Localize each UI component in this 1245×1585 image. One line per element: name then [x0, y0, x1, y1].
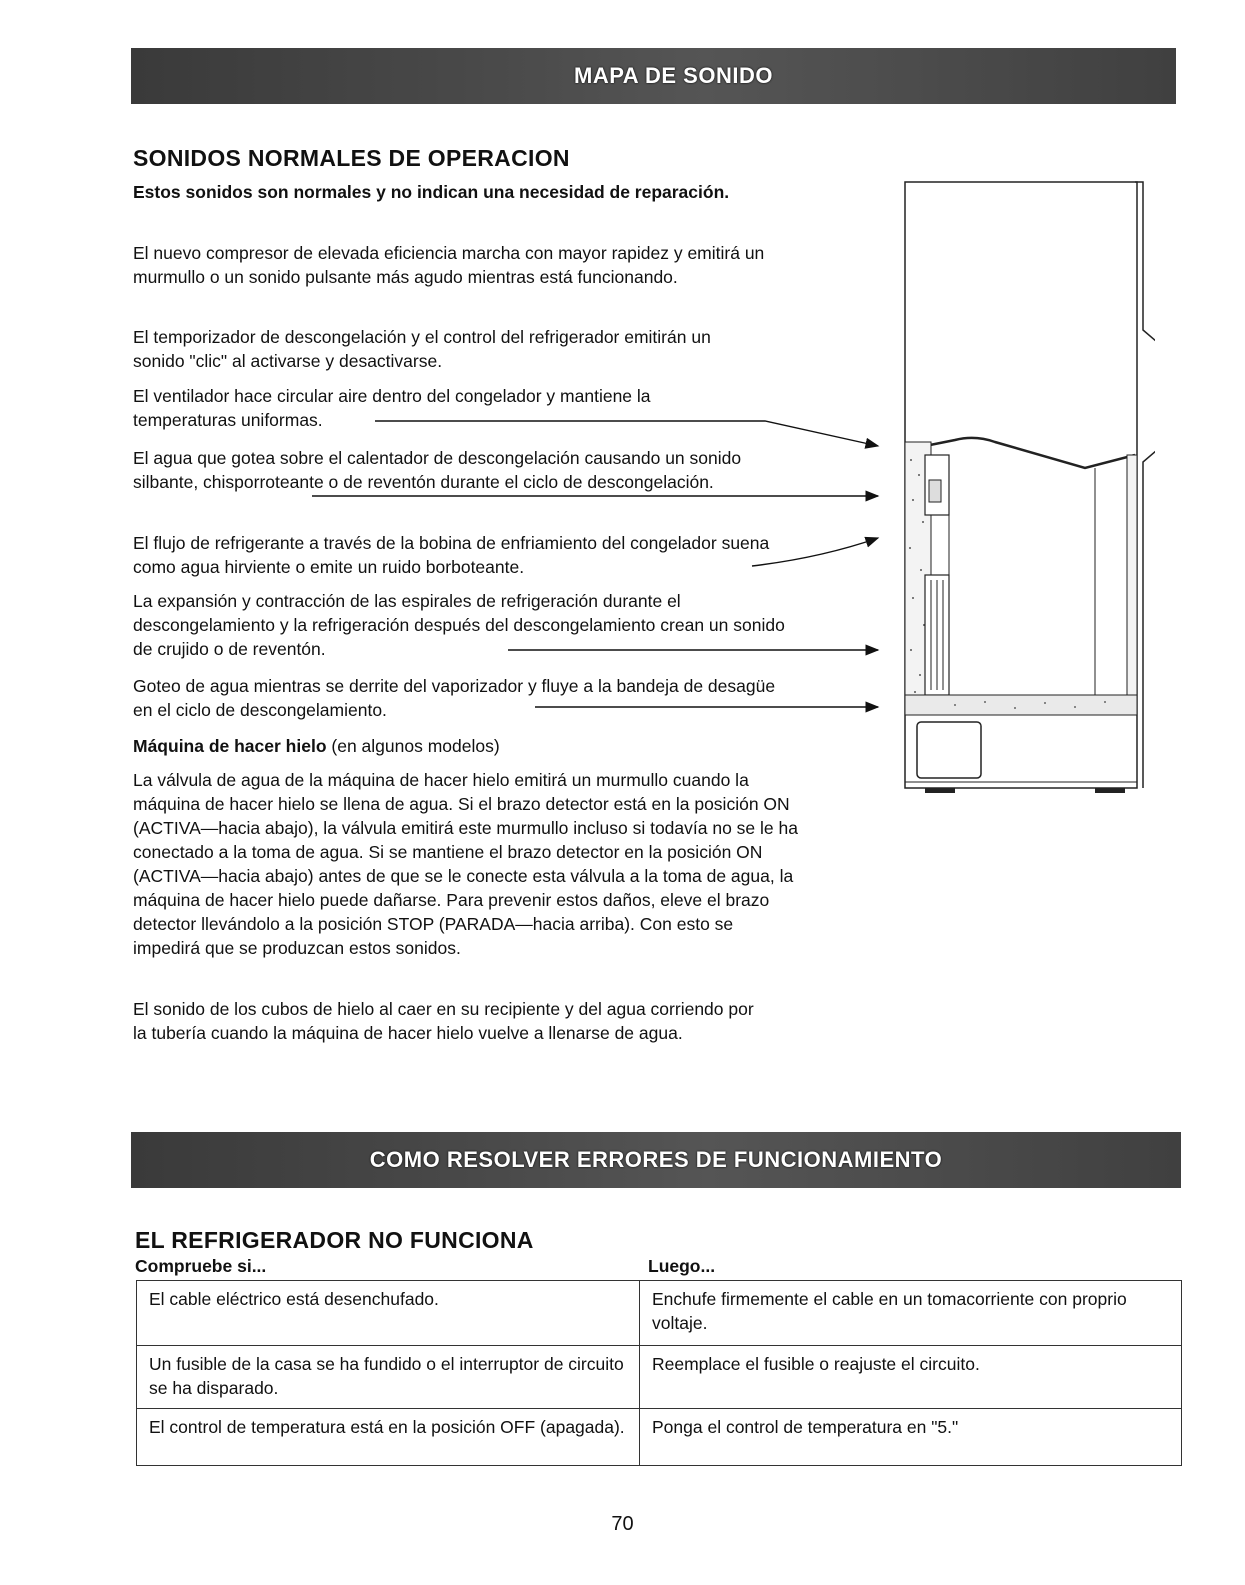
sound-map-banner-text: MAPA DE SONIDO — [574, 63, 773, 88]
sound-paragraph-refrigerant-flow: El flujo de refrigerante a través de la bobina de enfriamiento del congelador suena como agua hirviente o emite un ruido borboteante. — [133, 533, 770, 577]
sound-map-banner — [131, 48, 1176, 104]
icemaker-note: (en algunos modelos) — [326, 736, 500, 756]
check-cell: El control de temperatura está en la posición OFF (apagada). — [137, 1409, 640, 1466]
check-column-header: Compruebe si... — [135, 1256, 267, 1276]
normal-sounds-heading: SONIDOS NORMALES DE OPERACION — [133, 145, 570, 171]
icemaker-cubes-paragraph: El sonido de los cubos de hielo al caer en su recipiente y del agua corriendo por la tubería cuando la máquina de hacer hielo vuelve a llenarse de agua. — [133, 999, 754, 1043]
then-cell: Ponga el control de temperatura en "5." — [640, 1409, 1182, 1466]
icemaker-valve-paragraph: La válvula de agua de la máquina de hacer hielo emitirá un murmullo cuando la máquina de hacer hielo se llena de agua. Si el brazo detector está en la posición ON (ACTIVA—hacia abajo), la válvula emitirá este murmullo incluso si todavía no se le ha conectado a la toma de agua. Si se mantiene el brazo detector en la posición ON (ACTIVA—hacia abajo) antes de que se le conecte esta válvula a la toma de agua, la máquina de hacer hielo puede dañarse. Para prevenir estos daños, eleve el brazo detector llevándolo a la posición STOP (PARADA—hacia arriba). Con esto se impedirá que se produzcan estos sonidos. — [133, 770, 798, 958]
then-cell: Reemplace el fusible o reajuste el circuito. — [640, 1346, 1182, 1409]
troubleshooting-banner — [131, 1132, 1181, 1188]
check-cell: Un fusible de la casa se ha fundido o el interruptor de circuito se ha disparado. — [137, 1346, 640, 1409]
sound-paragraph-timer: El temporizador de descongelación y el control del refrigerador emitirán un sonido "clic" al activarse y desactivarse. — [133, 327, 711, 371]
sound-paragraph-fan: El ventilador hace circular aire dentro del congelador y mantiene la temperaturas uniformas. — [133, 386, 651, 430]
table-row — [137, 1281, 1182, 1346]
table-row — [137, 1346, 1182, 1409]
sound-paragraph-defrost-heater: El agua que gotea sobre el calentador de descongelación causando un sonido silbante, chisporroteante o de reventón durante el ciclo de descongelación. — [133, 448, 742, 492]
icemaker-label: Máquina de hacer hielo — [133, 736, 327, 756]
refrigerator-cutaway-illustration — [895, 170, 1155, 810]
sound-paragraph-coil-expansion: La expansión y contracción de las espirales de refrigeración durante el descongelamiento y la refrigeración después del descongelamiento crean un sonido de crujido o de reventón. — [133, 591, 785, 659]
then-cell: Enchufe firmemente el cable en un tomacorriente con proprio voltaje. — [640, 1281, 1182, 1346]
troubleshooting-table — [136, 1280, 1182, 1466]
sound-paragraph-drain-drip: Goteo de agua mientras se derrite del vaporizador y fluye a la bandeja de desagüe en el ciclo de descongelamiento. — [133, 676, 776, 720]
normal-sounds-intro: Estos sonidos son normales y no indican una necesidad de reparación. — [133, 182, 730, 202]
table-row — [137, 1409, 1182, 1466]
check-cell: El cable eléctrico está desenchufado. — [137, 1281, 640, 1346]
sound-paragraph-compressor: El nuevo compresor de elevada eficiencia marcha con mayor rapidez y emitirá un murmullo o un sonido pulsante más agudo mientras está funcionando. — [133, 243, 765, 287]
fridge-not-working-heading: EL REFRIGERADOR NO FUNCIONA — [135, 1227, 534, 1253]
then-column-header: Luego... — [648, 1256, 716, 1276]
troubleshooting-banner-text: COMO RESOLVER ERRORES DE FUNCIONAMIENTO — [369, 1147, 943, 1172]
icemaker-heading — [133, 734, 733, 758]
page-number: 70 — [611, 1513, 634, 1535]
